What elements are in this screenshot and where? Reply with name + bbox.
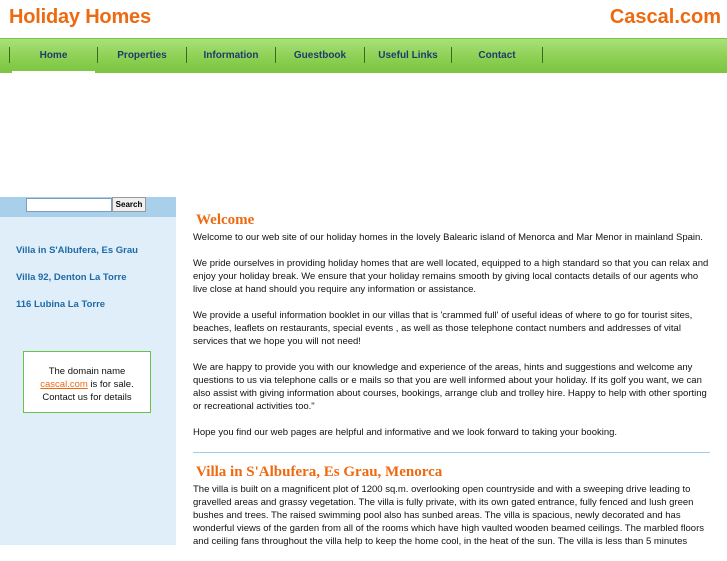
welcome-paragraph: Welcome to our web site of our holiday homes in the lovely Balearic island of Menorca and Mar Menor in mainland Spain. bbox=[193, 232, 703, 243]
welcome-paragraph: We are happy to provide you with our knowledge and experience of the areas, hints and suggestions and welcome any questions to us via telephone calls or e mails so that you are well informed about your holiday. If its golf you want, we can also assist with giving information about courses, bookings, arrange club and trolley hire. Happy to help with other sporting or recreational activities too." bbox=[193, 362, 707, 412]
search-button[interactable]: Search bbox=[112, 197, 146, 212]
welcome-paragraph: Hope you find our web pages are helpful and informative and we look forward to taking your booking. bbox=[193, 427, 618, 438]
villa-paragraph: The villa is built on a magnificent plot of 1200 sq.m. overlooking open countryside and with a sweeping drive leading to gravelled areas and grassy vegetation. The villa is fully private, with its own gated entrance, fully fenced and lush green bushes and trees. The raised swimming pool also has sunbed areas. The villa is spacious, newly decorated and has wonderful views of the garden from all of the rooms which have high vaulted wooden beamed ceilings. The marbled floors and ceiling fans throughout the villa help to keep the home cool, in the heat of the sun. The villa is less than 5 minutes bbox=[193, 484, 704, 547]
welcome-paragraph: We provide a useful information booklet in our villas that is 'crammed full' of useful ideas of where to go for tourist sites, beaches, leaflets on restaurants, special events , as well as those telephone contact numbers and addresses of vital services that we hope you will not need! bbox=[193, 310, 693, 347]
sale-line-3: Contact us for details bbox=[42, 392, 132, 403]
nav-separator bbox=[542, 47, 543, 63]
nav-item-information[interactable]: Information bbox=[203, 50, 259, 61]
nav-bar bbox=[0, 38, 727, 73]
nav-item-properties[interactable]: Properties bbox=[117, 50, 167, 61]
main-content bbox=[193, 212, 713, 561]
domain-sale-link[interactable]: cascal.com bbox=[40, 379, 88, 390]
nav-separator bbox=[451, 47, 452, 63]
nav-separator bbox=[97, 47, 98, 63]
nav-item-home[interactable]: Home bbox=[12, 39, 95, 73]
sidebar-link-villa-92[interactable]: Villa 92, Denton La Torre bbox=[16, 272, 127, 283]
sale-line-2 bbox=[24, 378, 150, 391]
nav-item-guestbook[interactable]: Guestbook bbox=[293, 50, 347, 61]
villa-title: Villa in S'Albufera, Es Grau, Menorca bbox=[196, 464, 443, 480]
search-input[interactable] bbox=[26, 198, 112, 212]
nav-separator bbox=[275, 47, 276, 63]
site-domain: Cascal.com bbox=[609, 6, 721, 28]
sale-line-1: The domain name bbox=[48, 366, 126, 377]
sale-line-2-text: is for sale. bbox=[87, 379, 134, 390]
domain-sale-box bbox=[23, 351, 151, 413]
header bbox=[0, 0, 727, 38]
section-divider bbox=[193, 452, 710, 453]
nav-item-useful-links[interactable]: Useful Links bbox=[378, 50, 438, 61]
welcome-title: Welcome bbox=[196, 212, 255, 228]
sidebar-link-116-lubina[interactable]: 116 Lubina La Torre bbox=[16, 299, 106, 310]
site-title: Holiday Homes bbox=[9, 6, 151, 28]
nav-separator bbox=[364, 47, 365, 63]
nav-separator bbox=[186, 47, 187, 63]
nav-separator bbox=[9, 47, 10, 63]
nav-item-contact[interactable]: Contact bbox=[478, 50, 516, 61]
welcome-paragraph: We pride ourselves in providing holiday homes that are well located, equipped to a high standard so that you can relax and enjoy your holiday break. We ensure that your holiday remains smooth by giving local contacts details of our agents who live close at hand should you require any information or assistance. bbox=[193, 258, 709, 295]
sidebar-link-villa-albufera[interactable]: Villa in S'Albufera, Es Grau bbox=[16, 245, 138, 256]
